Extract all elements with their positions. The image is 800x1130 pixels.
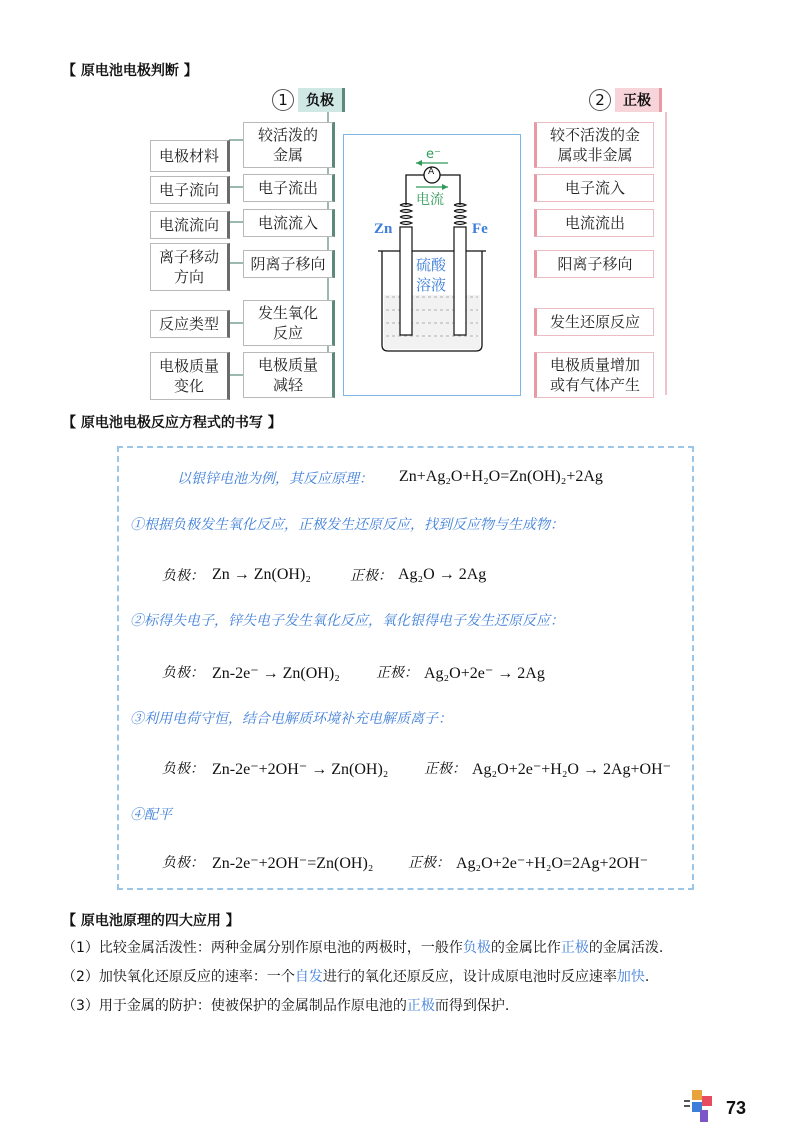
step4-positive-formula: Ag₂O+2e⁻+H₂O=2Ag+2OH⁻ [456, 855, 649, 872]
intro-formula: Zn+Ag₂O+H₂O=Zn(OH)₂+2Ag [399, 468, 603, 485]
page-number: 73 [726, 1098, 747, 1118]
zn-electrode-label: Zn [374, 221, 393, 237]
positive-ion-migration: 阳离子移向 [534, 250, 654, 278]
step3-positive-formula: Ag₂O+2e⁻+H₂O → 2Ag+OH⁻ [472, 761, 672, 778]
category-electron-flow: 电子流向 [150, 176, 230, 204]
step3-negative-label: 负极： [162, 761, 204, 777]
galvanic-cell-diagram [343, 134, 521, 396]
category-mass-change: 电极质量 变化 [150, 352, 230, 400]
category-current-flow: 电流流向 [150, 211, 230, 239]
negative-electrode-material: 较活泼的 金属 [243, 122, 335, 168]
category-electrode-material: 电极材料 [150, 140, 230, 172]
application-3: （3）用于金属的防护：使被保护的金属制品作原电池的正极而得到保护. [62, 998, 510, 1014]
negative-current-flow: 电流流入 [243, 209, 335, 237]
negative-reaction-type: 发生氧化 反应 [243, 300, 335, 346]
application-1: （1）比较金属活泼性：两种金属分别作原电池的两极时，一般作负极的金属比作正极的金属活泼. [62, 940, 664, 956]
step1-negative-formula: Zn → Zn(OH)₂ [212, 566, 311, 583]
section-title-applications: 【 原电池原理的四大应用 】 [62, 913, 240, 929]
positive-label: 正极 [615, 88, 662, 112]
solution-label: 硫酸 溶液 [416, 256, 447, 294]
circled-number-2: 2 [589, 89, 611, 111]
circled-number-1: 1 [272, 89, 294, 111]
positive-electron-flow: 电子流入 [534, 174, 654, 202]
negative-mass-change: 电极质量 减轻 [243, 352, 335, 398]
step2-negative-label: 负极： [162, 665, 204, 681]
step1-negative-label: 负极： [162, 568, 204, 584]
ammeter-label: A [428, 167, 435, 177]
negative-ion-migration: 阴离子移向 [243, 250, 335, 278]
step1-text: ①根据负极发生氧化反应，正极发生还原反应，找到反应物与生成物： [130, 517, 564, 533]
category-ion-migration: 离子移动 方向 [150, 243, 230, 291]
positive-electrode-material: 较不活泼的金 属或非金属 [534, 122, 654, 168]
positive-mass-change: 电极质量增加 或有气体产生 [534, 352, 654, 398]
intro-text: 以银锌电池为例，其反应原理： [177, 471, 373, 487]
step2-negative-formula: Zn-2e⁻ → Zn(OH)₂ [212, 665, 340, 682]
negative-label: 负极 [298, 88, 345, 112]
positive-reaction-type: 发生还原反应 [534, 308, 654, 336]
application-2: （2）加快氧化还原反应的速率：一个自发进行的氧化还原反应，设计成原电池时反应速率加快. [62, 969, 650, 985]
electron-label: e⁻ [426, 147, 441, 162]
step3-text: ③利用电荷守恒，结合电解质环境补充电解质离子： [130, 711, 452, 727]
section-title-electrode-judgement: 【 原电池电极判断 】 [62, 63, 198, 79]
step4-positive-label: 正极： [408, 855, 450, 871]
step1-positive-formula: Ag₂O → 2Ag [398, 566, 487, 583]
step2-positive-formula: Ag₂O+2e⁻ → 2Ag [424, 665, 545, 682]
fe-electrode-label: Fe [472, 221, 488, 237]
step4-negative-formula: Zn-2e⁻+2OH⁻=Zn(OH)₂ [212, 855, 374, 872]
step4-negative-label: 负极： [162, 855, 204, 871]
section-title-equation-writing: 【 原电池电极反应方程式的书写 】 [62, 415, 282, 431]
step1-positive-label: 正极： [350, 568, 392, 584]
page-logo-icon [682, 1088, 718, 1126]
step2-positive-label: 正极： [376, 665, 418, 681]
step3-negative-formula: Zn-2e⁻+2OH⁻ → Zn(OH)₂ [212, 761, 389, 778]
step2-text: ②标得失电子，锌失电子发生氧化反应，氧化银得电子发生还原反应： [130, 613, 564, 629]
current-label: 电流 [416, 192, 444, 208]
negative-electron-flow: 电子流出 [243, 174, 335, 202]
step4-text: ④配平 [130, 807, 172, 823]
category-reaction-type: 反应类型 [150, 310, 230, 338]
positive-current-flow: 电流流出 [534, 209, 654, 237]
step3-positive-label: 正极： [424, 761, 466, 777]
